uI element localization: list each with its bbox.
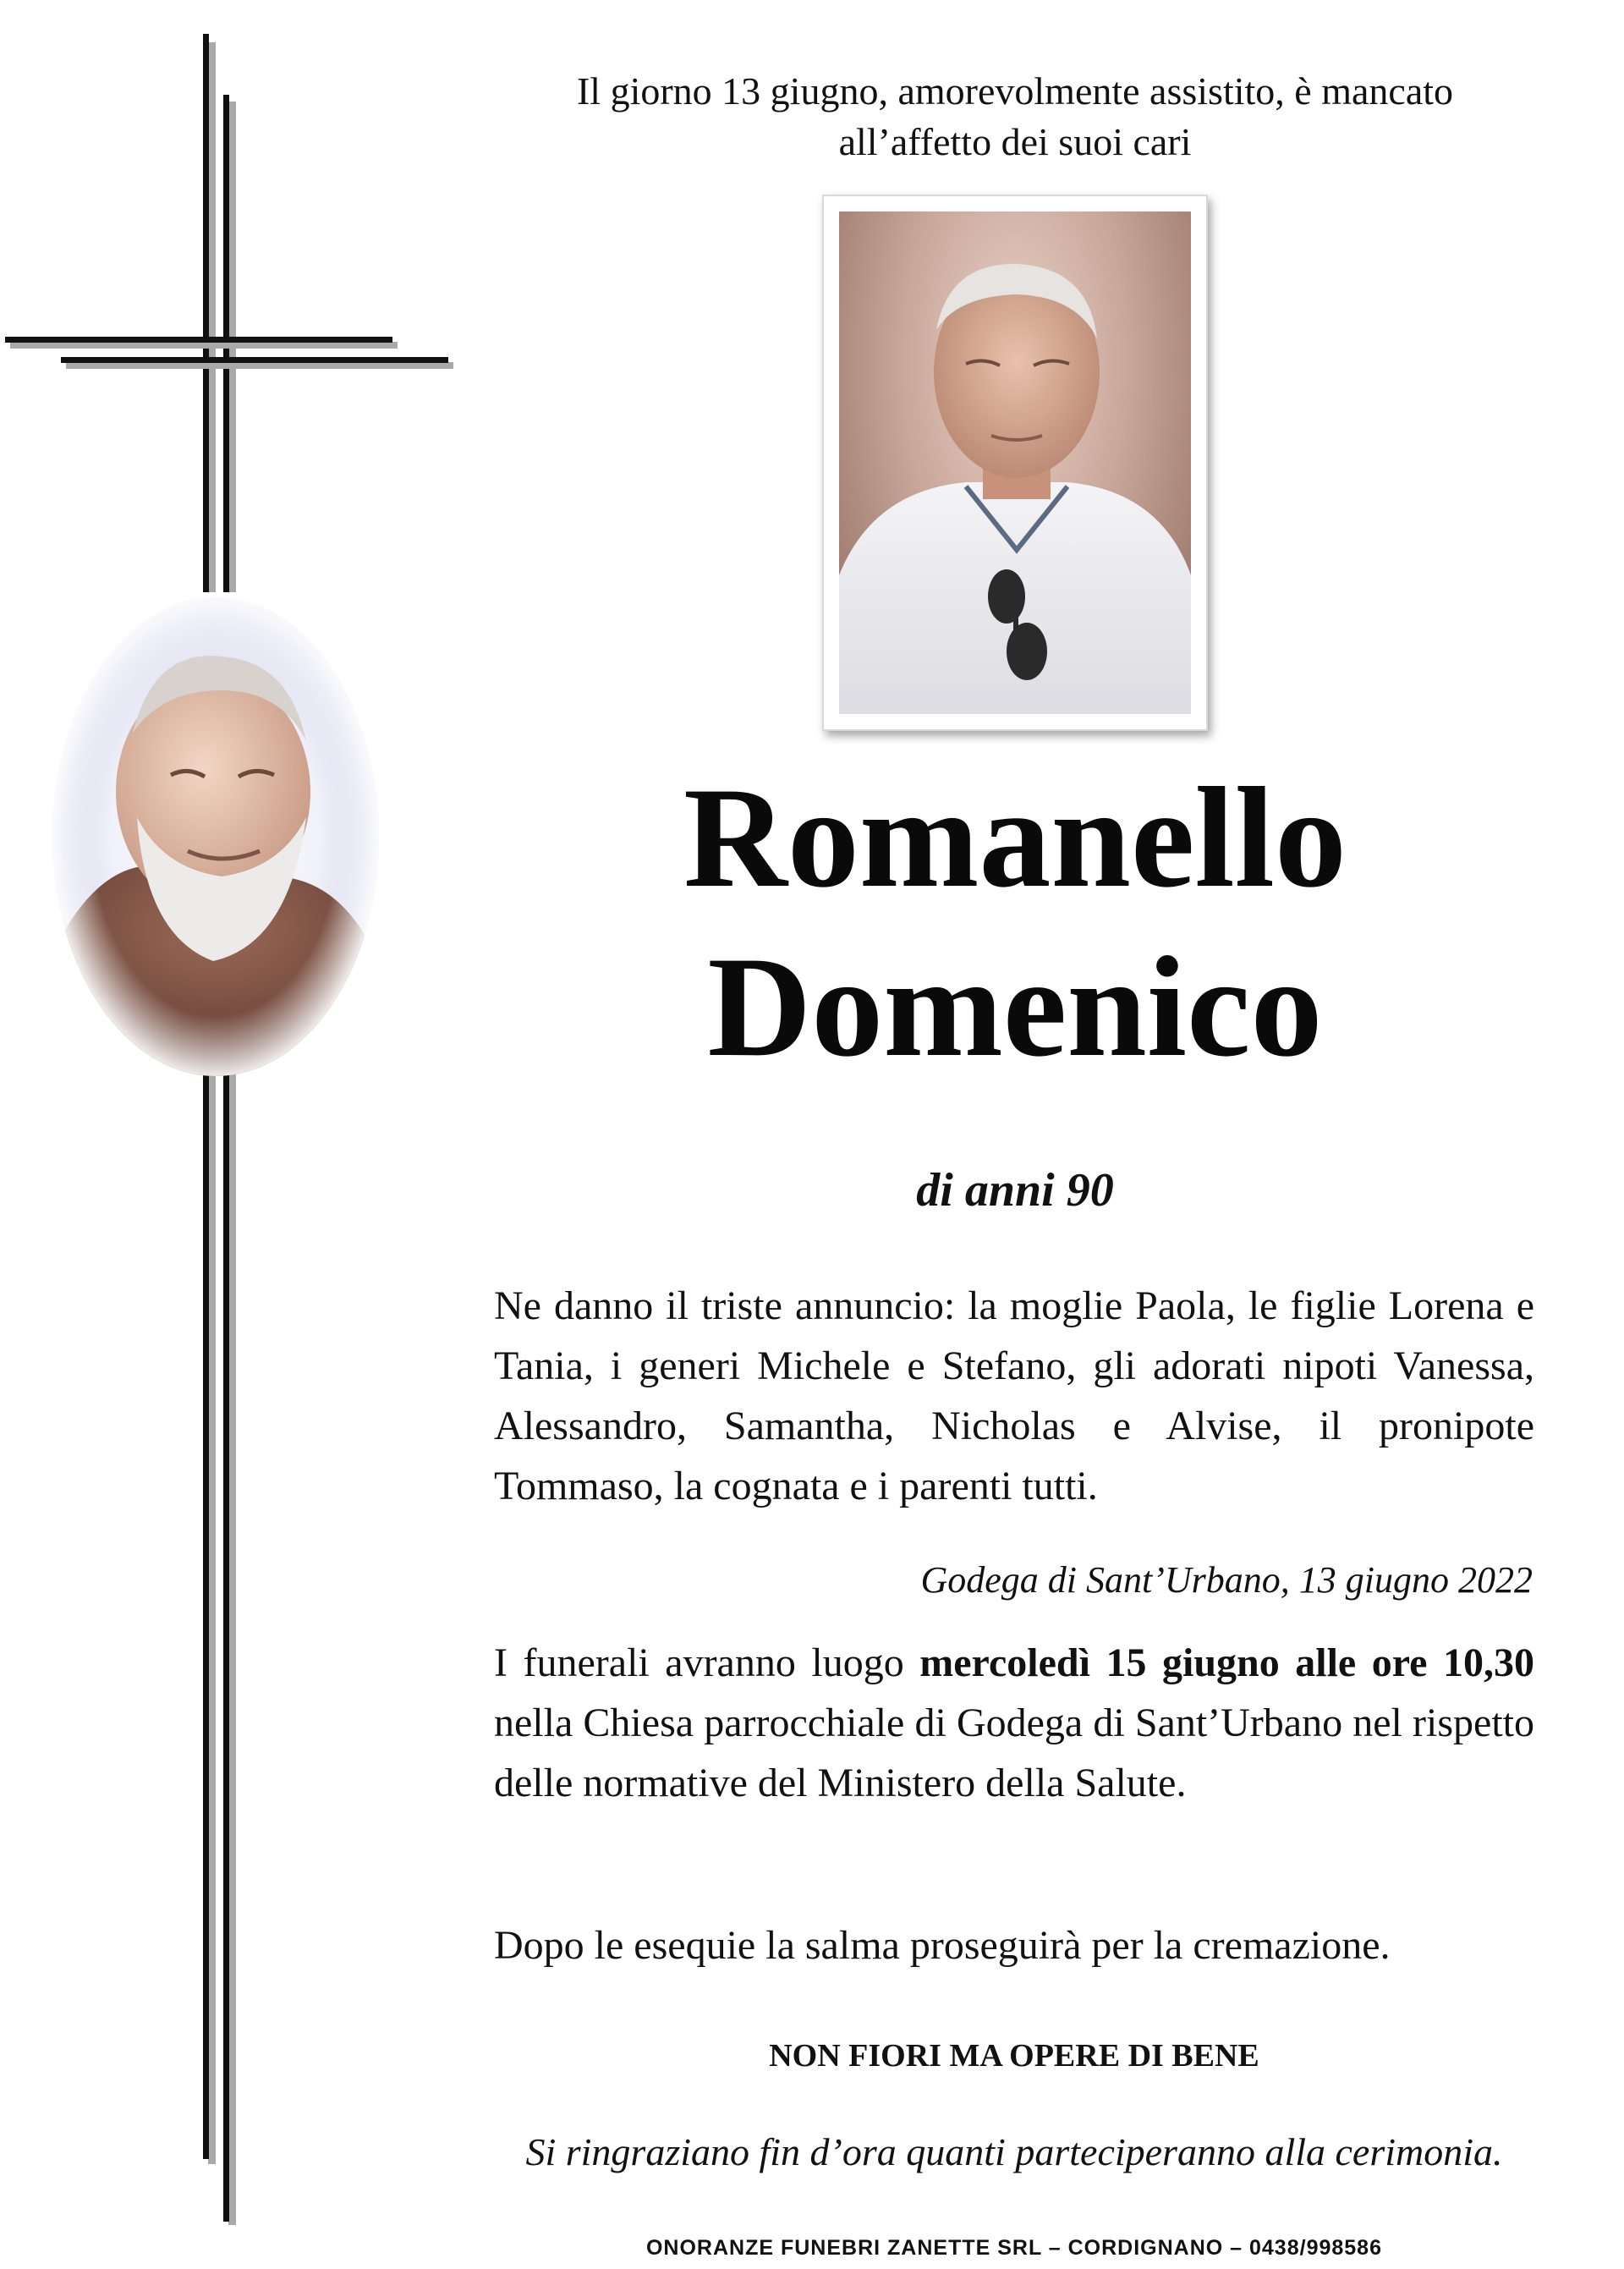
padre-pio-oval-image xyxy=(52,597,379,1076)
funeral-prefix: I funerali avranno luogo xyxy=(494,1640,920,1685)
thanks-line: Si ringraziano fin d’ora quanti parteciperanno alla cerimonia. xyxy=(525,2130,1503,2173)
intro-text xyxy=(491,66,1539,168)
portrait-photo xyxy=(822,195,1208,731)
funeral-date-time: mercoledì 15 giugno alle ore 10,30 xyxy=(919,1640,1534,1685)
deceased-age: di anni 90 xyxy=(916,1164,1114,1217)
no-flowers-notice: NON FIORI MA OPERE DI BENE xyxy=(769,2038,1259,2074)
funeral-home-footer: ONORANZE FUNEBRI ZANETTE SRL – CORDIGNANO – 0438/998586 xyxy=(645,2236,1382,2260)
funeral-suffix: nella Chiesa parrocchiale di Godega di Sant’Urbano nel rispetto delle normative del Ministero della Salute. xyxy=(494,1700,1534,1805)
cremation-paragraph: Dopo le esequie la salma proseguirà per la cremazione. xyxy=(494,1923,1391,1968)
deceased-surname: Romanello xyxy=(683,758,1347,917)
funeral-paragraph xyxy=(494,1633,1534,1813)
intro-line-2: all’affetto dei suoi cari xyxy=(838,120,1192,163)
deceased-first-name: Domenico xyxy=(707,927,1323,1086)
announcement-paragraph: Ne danno il triste annuncio: la moglie Paola, le figlie Lorena e Tania, i generi Michele e Stefano, gli adorati nipoti Vanessa, Alessandro, Samantha, Nicholas e Alvise, il pronipote Tommaso, la cognata e i parenti tutti. xyxy=(494,1283,1534,1508)
place-date: Godega di Sant’Urbano, 13 giugno 2022 xyxy=(920,1559,1533,1601)
deceased-name xyxy=(541,753,1489,1091)
intro-line-1: Il giorno 13 giugno, amorevolmente assistito, è mancato xyxy=(576,69,1454,113)
